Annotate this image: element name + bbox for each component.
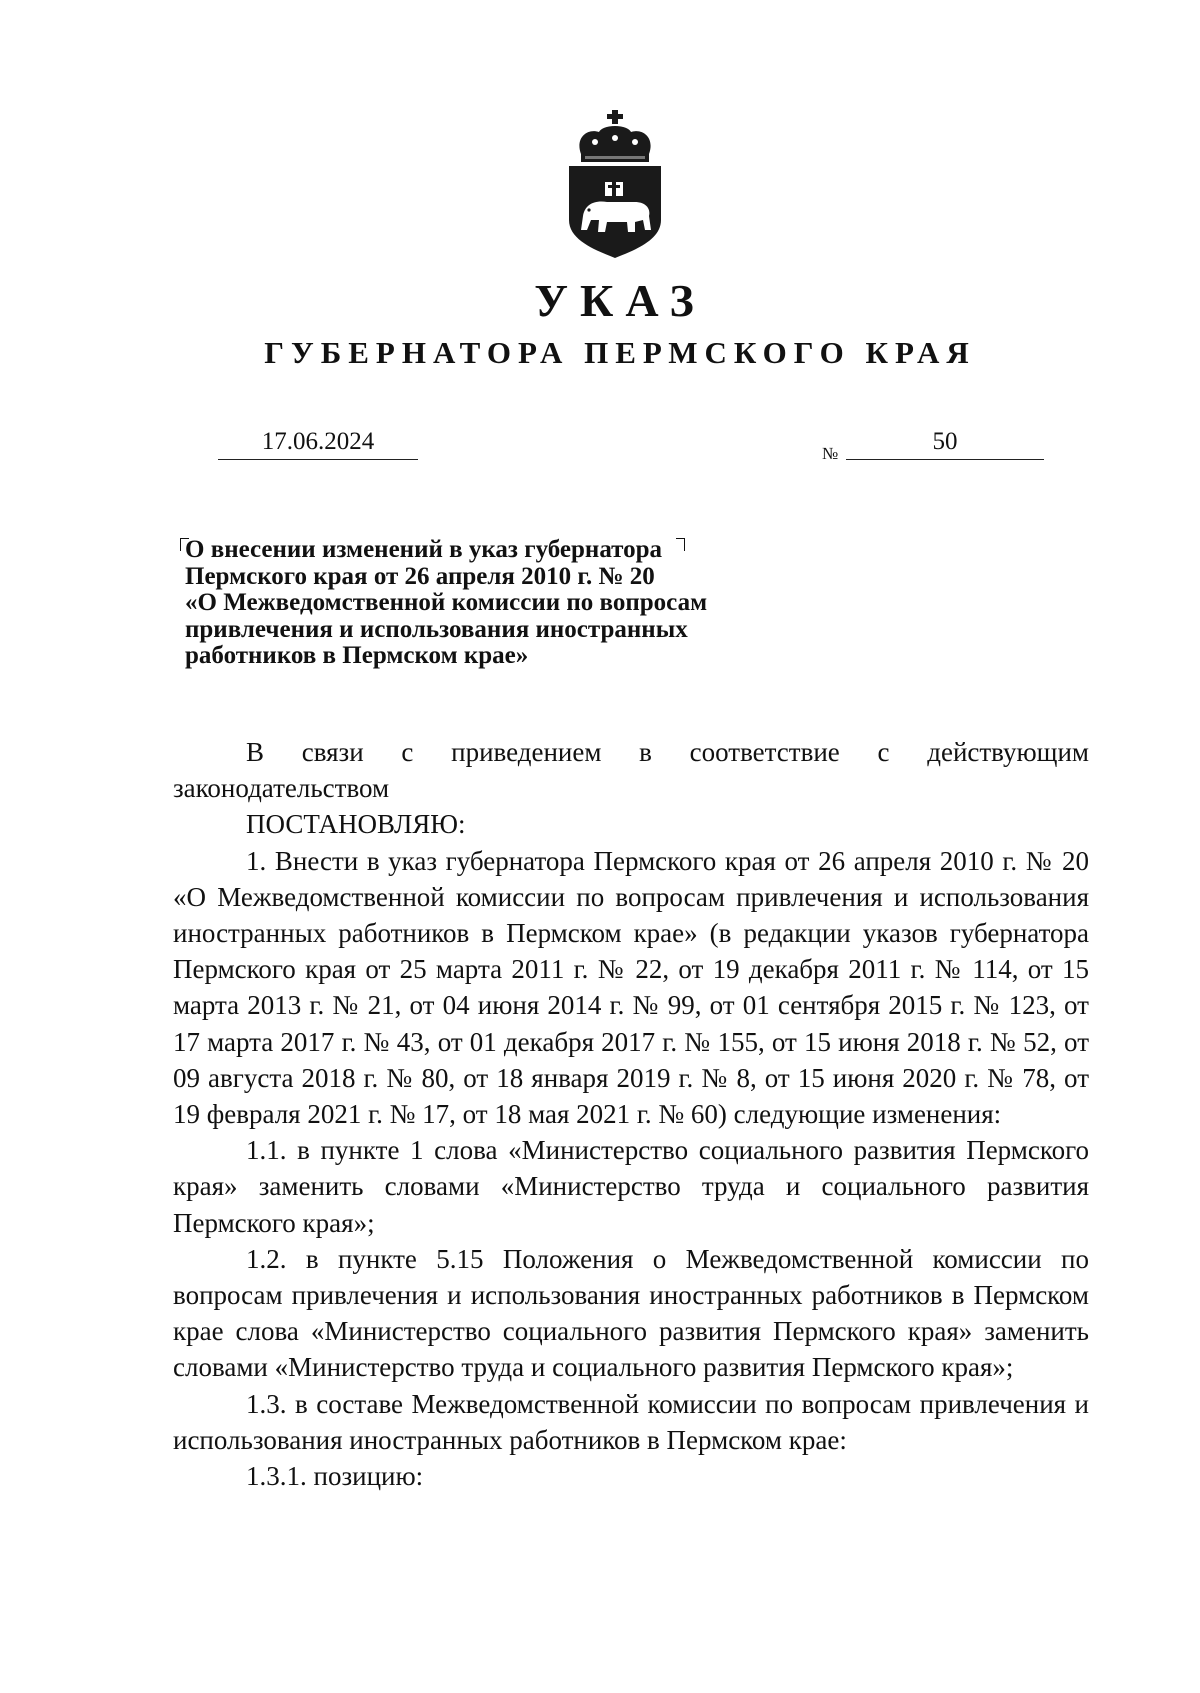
document-title: УКАЗ	[534, 275, 706, 326]
heading-line: работников в Пермском крае»	[185, 642, 529, 669]
heading-line: «О Межведомственной комиссии по вопросам	[185, 589, 708, 616]
preamble-paragraph: В связи с приведением в соответствие с действующим законодательством	[173, 737, 1089, 804]
coat-of-arms-icon	[565, 108, 665, 260]
item-1-1-paragraph: 1.1. в пункте 1 слова «Министерство социального развития Пермского края» заменить словами «Министерство труда и социального развития Пермского края»;	[173, 1135, 1089, 1238]
item-1-2-paragraph: 1.2. в пункте 5.15 Положения о Межведомственной комиссии по вопросам привлечения и использования иностранных работников в Пермском крае слова «Министерство социального развития Пермского края» заменить словами «Министерство труда и социального развития Пермского края»;	[173, 1243, 1089, 1383]
document-heading	[185, 537, 825, 670]
document-subtitle: ГУБЕРНАТОРА ПЕРМСКОГО КРАЯ	[264, 335, 976, 370]
item-1-3-1-paragraph: 1.3.1. позицию:	[246, 1461, 424, 1492]
document-number: 50	[846, 428, 1044, 460]
heading-line: О внесении изменений в указ губернатора	[185, 536, 663, 563]
decree-word: ПОСТАНОВЛЯЮ:	[246, 809, 466, 840]
number-sign: №	[822, 444, 839, 463]
document-body	[173, 734, 1089, 1494]
item-1-paragraph: 1. Внести в указ губернатора Пермского края от 26 апреля 2010 г. № 20 «О Межведомственной комиссии по вопросам привлечения и использования иностранных работников в Пермском крае» (в редакции указов губернатора Пермского края от 25 марта 2011 г. № 22, от 19 декабря 2011 г. № 114, от 15 марта 2013 г. № 21, от 04 июня 2014 г. № 99, от 01 сентября 2015 г. № 123, от 17 марта 2017 г. № 43, от 01 декабря 2017 г. № 155, от 15 июня 2018 г. № 52, от 09 августа 2018 г. № 80, от 18 января 2019 г. № 8, от 15 июня 2020 г. № 78, от 19 февраля 2021 г. № 17, от 18 мая 2021 г. № 60) следующие изменения:	[173, 845, 1089, 1130]
document-date: 17.06.2024	[218, 428, 418, 460]
item-1-3-paragraph: 1.3. в составе Межведомственной комиссии по вопросам привлечения и использования иностранных работников в Пермском крае:	[173, 1388, 1089, 1455]
heading-line: Пермского края от 26 апреля 2010 г. № 20	[185, 562, 655, 590]
heading-line: привлечения и использования иностранных	[185, 615, 688, 643]
